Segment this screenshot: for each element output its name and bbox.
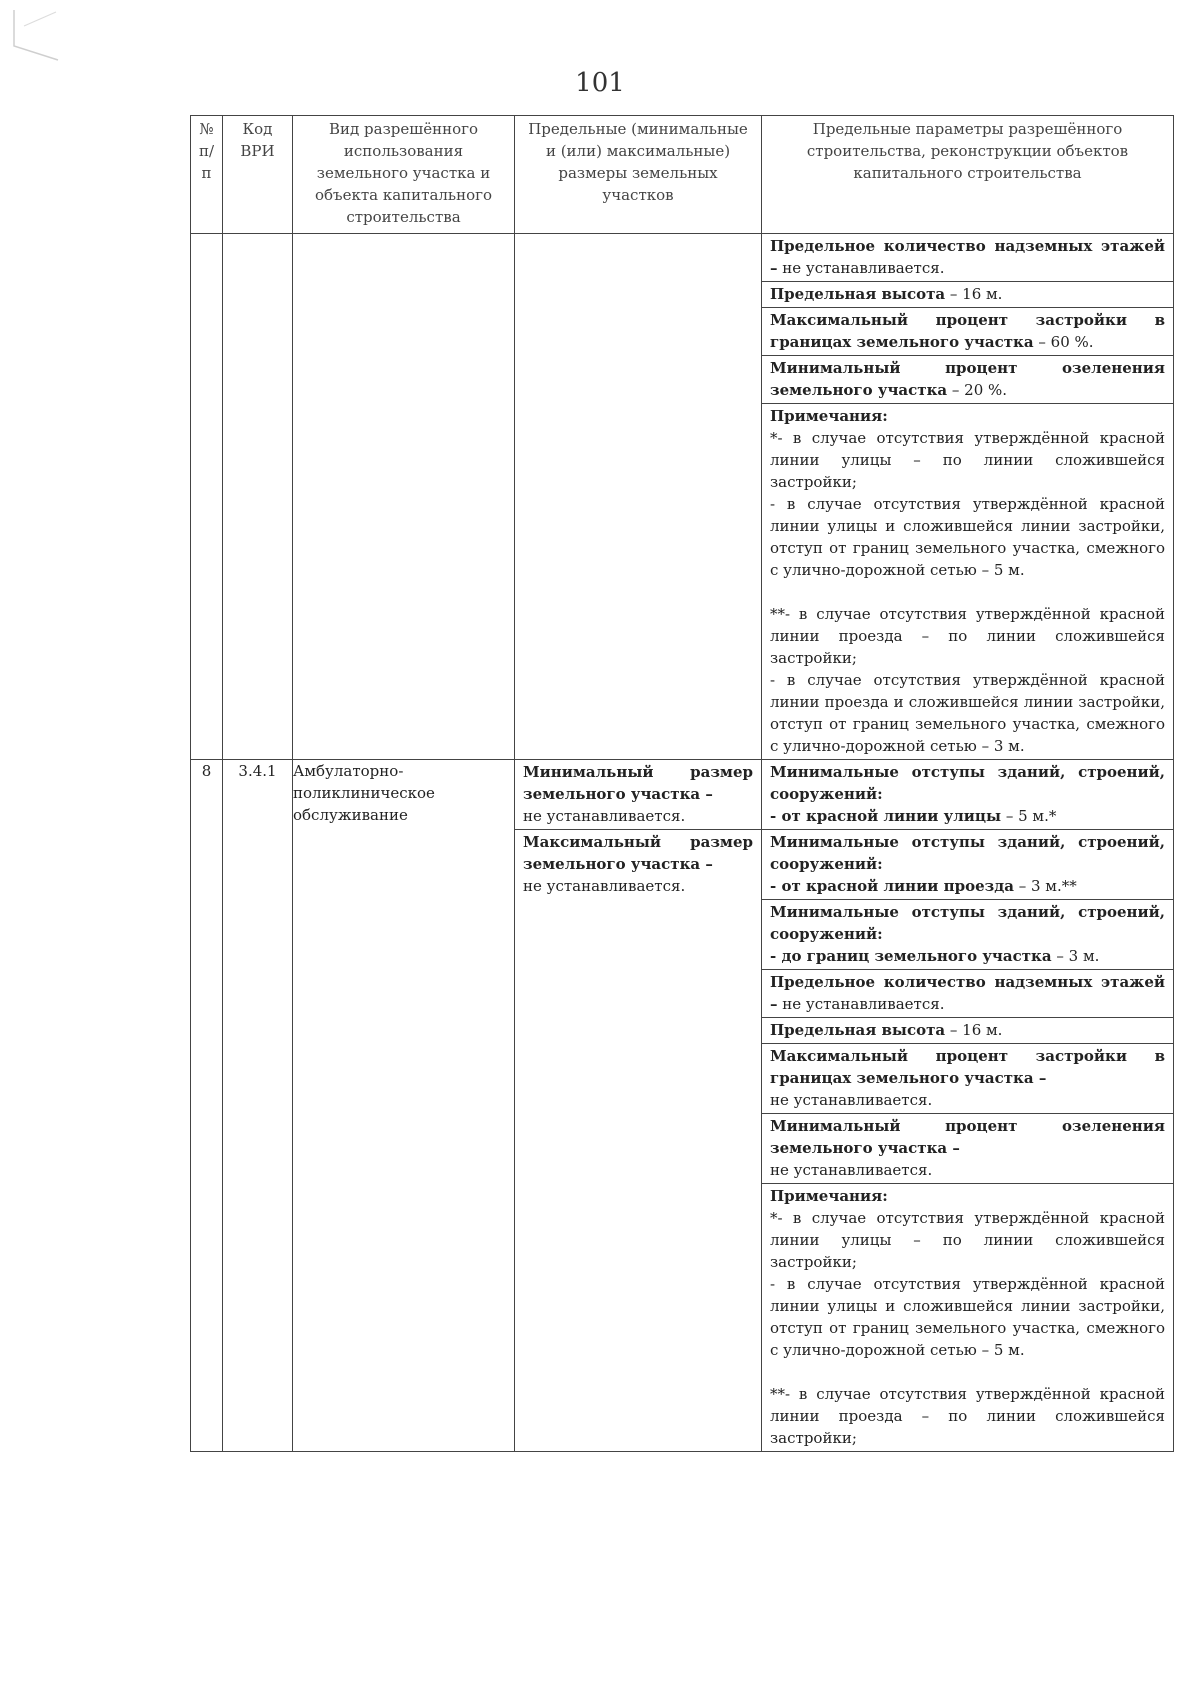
param-floors: Предельное количество надземных этажей – не устанавливается.	[762, 970, 1173, 1018]
param-floors: Предельное количество надземных этажей – не устанавливается.	[762, 234, 1173, 282]
plot-min: Минимальный размер земельного участка – не устанавливается.	[515, 760, 761, 830]
note-item: - в случае отсутствия утверждённой красной линии проезда и сложившейся линии застройки, отступ от границ земельного участка, смежного с улично-дорожной сетью – 3 м.	[770, 671, 1165, 755]
regulations-table	[190, 115, 1174, 1452]
notes-title: Примечания:	[770, 407, 888, 425]
param-greening: Минимальный процент озеленения земельного участка – 20 %.	[762, 356, 1173, 404]
header-num: № п/п	[191, 116, 223, 234]
notes-title: Примечания:	[770, 1187, 888, 1205]
params-cell	[762, 760, 1174, 1452]
param-setback-driveway: Минимальные отступы зданий, строений, сооружений: - от красной линии проезда – 3 м.**	[762, 830, 1173, 900]
table-row	[191, 760, 1174, 1452]
note-item: *- в случае отсутствия утверждённой красной линии улицы – по линии сложившейся застройки;	[770, 429, 1165, 491]
row-number: 8	[191, 760, 223, 1452]
page-number: 101	[575, 68, 625, 98]
param-coverage: Максимальный процент застройки в границах земельного участка – 60 %.	[762, 308, 1173, 356]
plot-max: Максимальный размер земельного участка – не устанавливается.	[523, 833, 753, 895]
param-setback-boundary: Минимальные отступы зданий, строений, сооружений: - до границ земельного участка – 3 м.	[762, 900, 1173, 970]
header-params: Предельные параметры разрешённого строительства, реконструкции объектов капитального строительства	[762, 116, 1174, 234]
use-type: Амбулаторно-поликлиническое обслуживание	[293, 760, 515, 1452]
header-code: Код ВРИ	[223, 116, 293, 234]
header-use: Вид разрешённого использования земельного участка и объекта капитального строительства	[293, 116, 515, 234]
note-item: **- в случае отсутствия утверждённой красной линии проезда – по линии сложившейся застройки;	[770, 605, 1165, 667]
note-item: *- в случае отсутствия утверждённой красной линии улицы – по линии сложившейся застройки;	[770, 1209, 1165, 1271]
notes-block	[762, 1184, 1173, 1451]
param-height: Предельная высота – 16 м.	[762, 1018, 1173, 1044]
table-row-continued	[191, 234, 1174, 760]
scan-corner-mark	[6, 6, 66, 66]
param-setback-street: Минимальные отступы зданий, строений, сооружений: - от красной линии улицы – 5 м.*	[762, 760, 1173, 830]
note-item: - в случае отсутствия утверждённой красной линии улицы и сложившейся линии застройки, отступ от границ земельного участка, смежного с улично-дорожной сетью – 5 м.	[770, 1275, 1165, 1359]
param-coverage: Максимальный процент застройки в границах земельного участка – не устанавливается.	[762, 1044, 1173, 1114]
vri-code: 3.4.1	[223, 760, 293, 1452]
table-header-row	[191, 116, 1174, 234]
notes-block	[762, 404, 1173, 759]
param-height: Предельная высота – 16 м.	[762, 282, 1173, 308]
note-item: - в случае отсутствия утверждённой красной линии улицы и сложившейся линии застройки, отступ от границ земельного участка, смежного с улично-дорожной сетью – 5 м.	[770, 495, 1165, 579]
param-greening: Минимальный процент озеленения земельного участка – не устанавливается.	[762, 1114, 1173, 1184]
note-item: **- в случае отсутствия утверждённой красной линии проезда – по линии сложившейся застройки;	[770, 1385, 1165, 1447]
plot-size-cell	[515, 760, 762, 1452]
params-cell	[762, 234, 1174, 760]
header-plot-size: Предельные (минимальные и (или) максимальные) размеры земельных участков	[515, 116, 762, 234]
